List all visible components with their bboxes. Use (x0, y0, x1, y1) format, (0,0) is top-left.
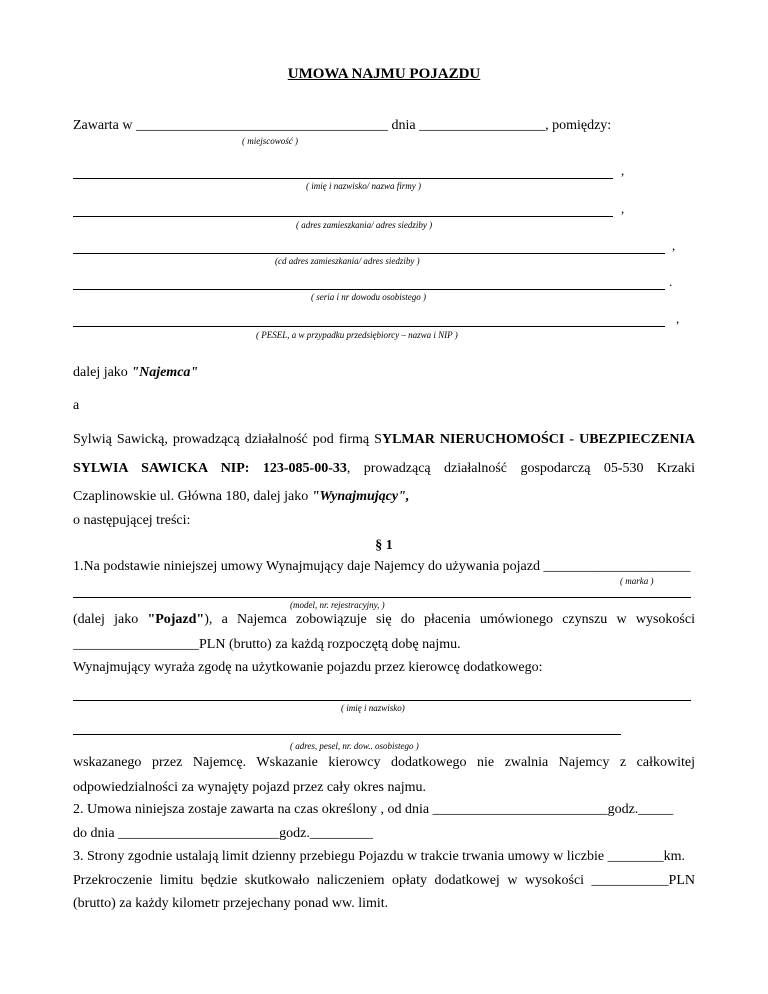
p1-start: 1.Na podstawie niniejszej umowy Wynajmujący daje Najemcy do używania pojazd (73, 559, 540, 574)
date-field[interactable]: __________________ (419, 118, 546, 133)
o-tresci: o następującej treści: (73, 513, 191, 528)
najemca-label: "Najemca" (131, 365, 199, 380)
caption-driver-name: ( imię i nazwisko) (341, 703, 405, 713)
p1-line-a (73, 612, 695, 628)
field-end-mark: , (621, 201, 625, 216)
company-intro: Sylwią Sawicką, prowadzącą działalność pod firmą S (73, 432, 382, 447)
intro-zawarta: Zawarta w (73, 118, 133, 133)
p1-line-b: __________________PLN (brutto) za każdą rozpoczętą dobę najmu. (73, 637, 461, 652)
marka-field[interactable]: _____________________ (543, 559, 691, 574)
p3-line-3: (brutto) za każdy kilometr przejechany ponad ww. limit. (73, 896, 389, 911)
intro-dnia: dnia (391, 118, 416, 133)
name-field[interactable] (73, 178, 613, 179)
wynajmujacy-label: "Wynajmujący", (311, 489, 410, 504)
caption-model: (model, nr. rejestracyjny, ) (290, 600, 385, 610)
p2-line-2: do dnia _______________________godz._________ (73, 826, 373, 841)
section-heading: § 1 (375, 538, 393, 553)
intro-line (73, 118, 611, 134)
company-name: YLMAR NIERUCHOMOŚCI - UBEZPIECZENIA (381, 432, 695, 447)
dalej-jako-najemca (73, 365, 198, 381)
caption-driver-address: ( adres, pesel, nr. dow.. osobistego ) (290, 741, 419, 751)
company-address-cont: Czaplinowskie ul. Główna 180, dalej jako (73, 489, 312, 504)
p1-wskazanego-2: odpowiedzialności za wynajęty pojazd przez cały okres najmu. (73, 780, 426, 795)
company-owner-nip: SYLWIA SAWICKA NIP: 123-085-00-33 (73, 461, 347, 476)
pesel-field[interactable] (73, 326, 665, 327)
p2-line-1: 2. Umowa niniejsza zostaje zawarta na czas określony , od dnia _________________________godz._____ (73, 802, 674, 817)
caption-address-cont: (cd adres zamieszkania/ adres siedziby ) (275, 256, 420, 266)
address-cont-field[interactable] (73, 253, 665, 254)
address-field[interactable] (73, 216, 613, 217)
dalej-jako-text: dalej jako (73, 365, 128, 380)
caption-pesel: ( PESEL, a w przypadku przedsiębiorcy – nazwa i NIP ) (256, 330, 458, 340)
caption-address: ( adres zamieszkania/ adres siedziby ) (296, 220, 433, 230)
p3-line-1: 3. Strony zgodnie ustalają limit dzienny przebiegu Pojazdu w trakcie trwania umowy w liczbie ________km. (73, 849, 685, 864)
pojazd-label: "Pojazd" (147, 612, 205, 627)
p1-wskazanego-1: wskazanego przez Najemcę. Wskazanie kierowcy dodatkowego nie zwalnia Najemcy z całkowitej (73, 755, 695, 770)
model-field[interactable] (73, 597, 691, 598)
field-end-mark: , (672, 238, 676, 253)
driver-address-field[interactable] (73, 734, 621, 735)
p1-line-1 (73, 559, 690, 575)
p1-line-a-pre: (dalej jako (73, 612, 148, 627)
intro-pomiedzy: , pomiędzy: (545, 118, 612, 133)
field-end-mark: . (669, 274, 673, 289)
caption-name: ( imię i nazwisko/ nazwa firmy ) (306, 181, 421, 191)
driver-name-field[interactable] (73, 700, 691, 701)
document-title: UMOWA NAJMU POJAZDU (287, 66, 481, 82)
company-address: , prowadzącą działalność gospodarczą 05-530 Krzaki (346, 461, 695, 476)
company-line-2 (73, 461, 695, 477)
field-end-mark: , (676, 311, 680, 326)
p1-driver: Wynajmujący wyraża zgodę na użytkowanie pojazdu przez kierowcę dodatkowego: (73, 660, 543, 675)
company-line-3 (73, 489, 409, 505)
place-field[interactable]: ____________________________________ (135, 118, 388, 133)
company-line-1 (73, 432, 695, 448)
field-end-mark: , (621, 163, 625, 178)
p3-line-2: Przekroczenie limitu będzie skutkowało naliczeniem opłaty dodatkowej w wysokości ___________PLN (73, 873, 695, 888)
caption-id-card: ( seria i nr dowodu osobistego ) (311, 292, 427, 302)
p1-line-a-post: ), a Najemca zobowiązuje się do płacenia umówionego czynszu w wysokości (204, 612, 695, 627)
id-card-field[interactable] (73, 289, 665, 290)
caption-marka: ( marka ) (620, 576, 654, 586)
caption-place: ( miejscowość ) (242, 136, 298, 146)
conjunction-a: a (73, 398, 80, 413)
